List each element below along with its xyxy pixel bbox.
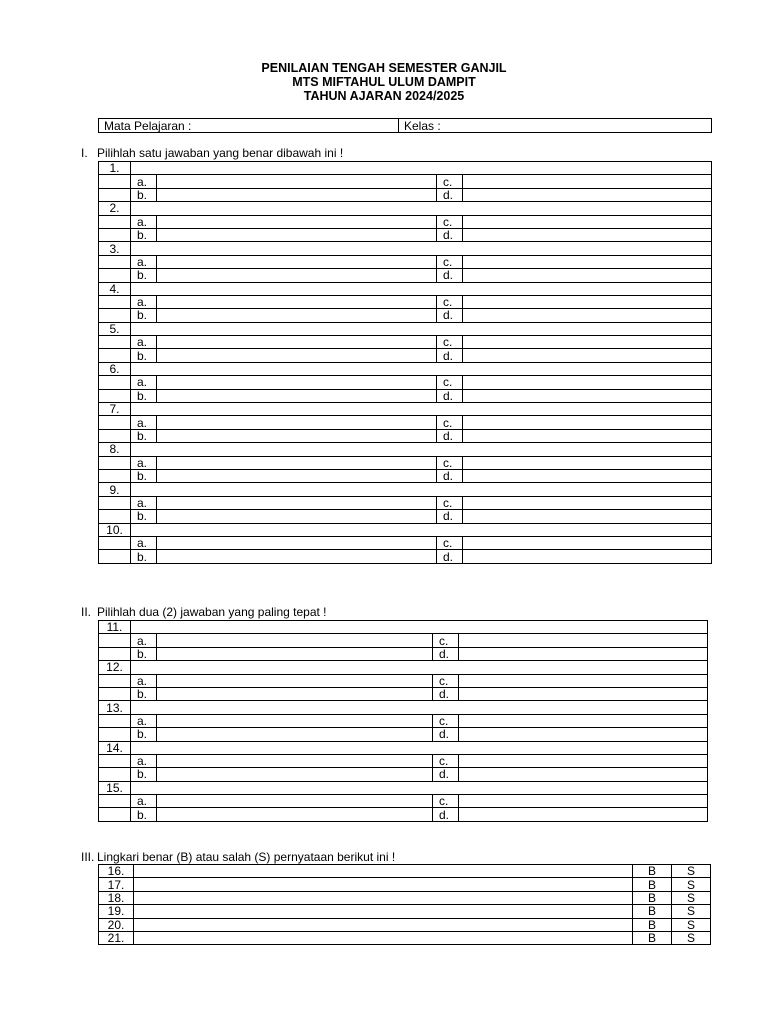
- option-c-label: c.: [437, 255, 463, 268]
- option-b-label: b.: [131, 768, 157, 781]
- option-row: [99, 255, 712, 268]
- mata-pelajaran-field[interactable]: Mata Pelajaran :: [99, 119, 399, 133]
- option-c-field[interactable]: [463, 536, 712, 549]
- salah-option[interactable]: S: [672, 865, 711, 878]
- benar-option[interactable]: B: [633, 918, 672, 931]
- option-d-field[interactable]: [463, 389, 712, 402]
- question-number: 2.: [99, 202, 131, 215]
- option-c-field[interactable]: [459, 714, 708, 727]
- option-d-label: d.: [433, 728, 459, 741]
- option-b-field[interactable]: [157, 808, 433, 821]
- question-row: [99, 282, 712, 295]
- option-spacer: [99, 469, 131, 482]
- question-row: [99, 483, 712, 496]
- question-number: 9.: [99, 483, 131, 496]
- option-a-field[interactable]: [157, 336, 437, 349]
- option-c-field[interactable]: [463, 175, 712, 188]
- option-d-label: d.: [437, 228, 463, 241]
- option-d-field[interactable]: [463, 550, 712, 563]
- option-b-label: b.: [131, 429, 157, 442]
- salah-option[interactable]: S: [672, 891, 711, 904]
- option-row: [99, 496, 712, 509]
- option-b-label: b.: [131, 510, 157, 523]
- option-row: [99, 634, 708, 647]
- option-row: [99, 376, 712, 389]
- option-a-field[interactable]: [157, 536, 437, 549]
- option-b-field[interactable]: [157, 429, 437, 442]
- kelas-field[interactable]: Kelas :: [399, 119, 712, 133]
- multiple-choice-table-1: [98, 161, 712, 564]
- option-b-label: b.: [131, 647, 157, 660]
- option-b-field[interactable]: [157, 647, 433, 660]
- question-row: [99, 701, 708, 714]
- statement-number: 19.: [99, 905, 134, 918]
- question-text-field[interactable]: [131, 443, 712, 456]
- option-a-field[interactable]: [157, 416, 437, 429]
- question-text-field[interactable]: [131, 701, 708, 714]
- option-row: [99, 389, 712, 402]
- option-a-label: a.: [131, 255, 157, 268]
- option-c-label: c.: [437, 175, 463, 188]
- option-spacer: [99, 429, 131, 442]
- option-b-label: b.: [131, 728, 157, 741]
- option-a-field[interactable]: [157, 215, 437, 228]
- question-text-field[interactable]: [131, 403, 712, 416]
- section-2-title: [81, 605, 327, 619]
- salah-option[interactable]: S: [672, 931, 711, 944]
- option-a-field[interactable]: [157, 714, 433, 727]
- option-a-field[interactable]: [157, 634, 433, 647]
- question-text-field[interactable]: [131, 523, 712, 536]
- option-d-field[interactable]: [463, 269, 712, 282]
- option-d-field[interactable]: [459, 687, 708, 700]
- question-row: [99, 741, 708, 754]
- statement-text-field[interactable]: [134, 878, 633, 891]
- option-d-label: d.: [437, 429, 463, 442]
- option-spacer: [99, 795, 131, 808]
- question-number: 12.: [99, 661, 131, 674]
- option-a-field[interactable]: [157, 754, 433, 767]
- benar-option[interactable]: B: [633, 931, 672, 944]
- document-header: [0, 61, 768, 103]
- option-d-field[interactable]: [459, 728, 708, 741]
- option-d-field[interactable]: [459, 808, 708, 821]
- option-row: [99, 536, 712, 549]
- question-row: [99, 781, 708, 794]
- option-a-label: a.: [131, 336, 157, 349]
- question-number: 5.: [99, 322, 131, 335]
- option-c-label: c.: [437, 536, 463, 549]
- option-b-label: b.: [131, 309, 157, 322]
- option-row: [99, 429, 712, 442]
- option-c-field[interactable]: [463, 336, 712, 349]
- question-row: [99, 242, 712, 255]
- option-a-label: a.: [131, 795, 157, 808]
- option-spacer: [99, 255, 131, 268]
- option-d-label: d.: [433, 647, 459, 660]
- option-row: [99, 416, 712, 429]
- option-spacer: [99, 714, 131, 727]
- question-number: 8.: [99, 443, 131, 456]
- option-c-field[interactable]: [463, 295, 712, 308]
- statement-row: [99, 865, 711, 878]
- section-1-instruction: Pilihlah satu jawaban yang benar dibawah ini !: [97, 146, 344, 160]
- option-c-field[interactable]: [459, 634, 708, 647]
- option-spacer: [99, 510, 131, 523]
- option-b-field[interactable]: [157, 389, 437, 402]
- option-spacer: [99, 376, 131, 389]
- question-row: [99, 362, 712, 375]
- option-row: [99, 269, 712, 282]
- option-spacer: [99, 336, 131, 349]
- question-text-field[interactable]: [131, 322, 712, 335]
- option-d-field[interactable]: [459, 768, 708, 781]
- option-d-label: d.: [437, 188, 463, 201]
- option-b-label: b.: [131, 269, 157, 282]
- question-number: 11.: [99, 621, 131, 634]
- option-a-field[interactable]: [157, 456, 437, 469]
- header-school: MTS MIFTAHUL ULUM DAMPIT: [292, 75, 476, 89]
- option-spacer: [99, 754, 131, 767]
- option-d-label: d.: [437, 550, 463, 563]
- option-c-label: c.: [437, 496, 463, 509]
- option-a-label: a.: [131, 754, 157, 767]
- option-a-field[interactable]: [157, 496, 437, 509]
- option-row: [99, 714, 708, 727]
- option-b-label: b.: [131, 389, 157, 402]
- option-spacer: [99, 647, 131, 660]
- option-b-field[interactable]: [157, 188, 437, 201]
- question-row: [99, 202, 712, 215]
- section-1-title: [81, 146, 343, 160]
- section-3-instruction: Lingkari benar (B) atau salah (S) pernyataan berikut ini !: [97, 850, 396, 864]
- option-a-label: a.: [131, 376, 157, 389]
- statement-row: [99, 891, 711, 904]
- question-text-field[interactable]: [131, 202, 712, 215]
- option-b-label: b.: [131, 188, 157, 201]
- option-row: [99, 808, 708, 821]
- option-a-label: a.: [131, 416, 157, 429]
- option-row: [99, 728, 708, 741]
- option-d-field[interactable]: [459, 647, 708, 660]
- option-c-field[interactable]: [463, 456, 712, 469]
- option-b-field[interactable]: [157, 728, 433, 741]
- option-row: [99, 349, 712, 362]
- option-c-field[interactable]: [463, 376, 712, 389]
- option-d-label: d.: [437, 269, 463, 282]
- option-b-field[interactable]: [157, 269, 437, 282]
- section-2-roman: II.: [81, 605, 92, 619]
- question-number: 13.: [99, 701, 131, 714]
- option-a-label: a.: [131, 536, 157, 549]
- question-number: 7.: [99, 403, 131, 416]
- option-spacer: [99, 728, 131, 741]
- statement-number: 20.: [99, 918, 134, 931]
- info-table: [98, 118, 712, 133]
- option-a-label: a.: [131, 215, 157, 228]
- option-d-field[interactable]: [463, 469, 712, 482]
- section-3-roman: III.: [81, 850, 95, 864]
- option-c-label: c.: [437, 215, 463, 228]
- option-d-field[interactable]: [463, 188, 712, 201]
- question-row: [99, 322, 712, 335]
- option-d-label: d.: [433, 687, 459, 700]
- option-a-field[interactable]: [157, 175, 437, 188]
- option-b-label: b.: [131, 349, 157, 362]
- option-c-label: c.: [437, 336, 463, 349]
- option-row: [99, 795, 708, 808]
- statement-text-field[interactable]: [134, 865, 633, 878]
- option-c-field[interactable]: [459, 795, 708, 808]
- option-b-label: b.: [131, 550, 157, 563]
- option-c-label: c.: [437, 376, 463, 389]
- option-c-label: c.: [433, 795, 459, 808]
- question-text-field[interactable]: [131, 242, 712, 255]
- benar-option[interactable]: B: [633, 905, 672, 918]
- option-c-label: c.: [433, 674, 459, 687]
- option-b-field[interactable]: [157, 687, 433, 700]
- option-a-label: a.: [131, 496, 157, 509]
- option-spacer: [99, 550, 131, 563]
- option-c-field[interactable]: [459, 674, 708, 687]
- question-number: 14.: [99, 741, 131, 754]
- option-d-label: d.: [437, 510, 463, 523]
- option-row: [99, 228, 712, 241]
- true-false-table: [98, 864, 711, 945]
- option-b-label: b.: [131, 469, 157, 482]
- option-a-label: a.: [131, 714, 157, 727]
- question-text-field[interactable]: [131, 781, 708, 794]
- option-row: [99, 768, 708, 781]
- question-number: 10.: [99, 523, 131, 536]
- option-row: [99, 647, 708, 660]
- option-row: [99, 295, 712, 308]
- option-row: [99, 550, 712, 563]
- option-a-label: a.: [131, 674, 157, 687]
- option-d-field[interactable]: [463, 349, 712, 362]
- option-d-field[interactable]: [463, 228, 712, 241]
- option-c-field[interactable]: [463, 496, 712, 509]
- option-spacer: [99, 215, 131, 228]
- statement-row: [99, 931, 711, 944]
- option-d-field[interactable]: [463, 309, 712, 322]
- statement-text-field[interactable]: [134, 891, 633, 904]
- option-b-field[interactable]: [157, 469, 437, 482]
- question-row: [99, 162, 712, 175]
- option-c-field[interactable]: [463, 215, 712, 228]
- question-number: 4.: [99, 282, 131, 295]
- statement-number: 17.: [99, 878, 134, 891]
- salah-option[interactable]: S: [672, 905, 711, 918]
- benar-option[interactable]: B: [633, 865, 672, 878]
- option-row: [99, 674, 708, 687]
- option-c-label: c.: [437, 295, 463, 308]
- option-spacer: [99, 416, 131, 429]
- question-number: 1.: [99, 162, 131, 175]
- benar-option[interactable]: B: [633, 891, 672, 904]
- option-c-field[interactable]: [463, 255, 712, 268]
- option-row: [99, 469, 712, 482]
- option-spacer: [99, 496, 131, 509]
- option-d-label: d.: [437, 389, 463, 402]
- option-spacer: [99, 309, 131, 322]
- statement-number: 16.: [99, 865, 134, 878]
- option-b-field[interactable]: [157, 349, 437, 362]
- option-a-field[interactable]: [157, 376, 437, 389]
- option-c-label: c.: [437, 456, 463, 469]
- statement-number: 18.: [99, 891, 134, 904]
- option-row: [99, 456, 712, 469]
- option-b-label: b.: [131, 808, 157, 821]
- header-title: PENILAIAN TENGAH SEMESTER GANJIL: [261, 61, 507, 75]
- option-row: [99, 309, 712, 322]
- option-row: [99, 175, 712, 188]
- option-d-label: d.: [437, 309, 463, 322]
- option-d-field[interactable]: [463, 429, 712, 442]
- statement-text-field[interactable]: [134, 905, 633, 918]
- option-a-field[interactable]: [157, 295, 437, 308]
- statement-row: [99, 905, 711, 918]
- option-b-field[interactable]: [157, 768, 433, 781]
- statement-row: [99, 878, 711, 891]
- question-text-field[interactable]: [131, 661, 708, 674]
- statement-row: [99, 918, 711, 931]
- option-b-field[interactable]: [157, 228, 437, 241]
- option-b-field[interactable]: [157, 510, 437, 523]
- section-1-roman: I.: [81, 146, 88, 160]
- option-c-field[interactable]: [459, 754, 708, 767]
- option-b-label: b.: [131, 687, 157, 700]
- option-d-label: d.: [433, 808, 459, 821]
- option-c-label: c.: [433, 714, 459, 727]
- question-text-field[interactable]: [131, 162, 712, 175]
- option-c-label: c.: [433, 634, 459, 647]
- section-3-title: [81, 850, 395, 864]
- question-text-field[interactable]: [131, 483, 712, 496]
- option-a-label: a.: [131, 456, 157, 469]
- question-row: [99, 523, 712, 536]
- salah-option[interactable]: S: [672, 878, 711, 891]
- option-row: [99, 754, 708, 767]
- option-spacer: [99, 188, 131, 201]
- option-a-label: a.: [131, 634, 157, 647]
- question-text-field[interactable]: [131, 362, 712, 375]
- option-spacer: [99, 295, 131, 308]
- option-spacer: [99, 808, 131, 821]
- option-b-field[interactable]: [157, 309, 437, 322]
- option-spacer: [99, 634, 131, 647]
- option-spacer: [99, 674, 131, 687]
- option-row: [99, 188, 712, 201]
- option-c-field[interactable]: [463, 416, 712, 429]
- option-a-field[interactable]: [157, 255, 437, 268]
- option-c-label: c.: [433, 754, 459, 767]
- option-d-label: d.: [437, 349, 463, 362]
- option-spacer: [99, 269, 131, 282]
- option-d-label: d.: [433, 768, 459, 781]
- option-row: [99, 336, 712, 349]
- salah-option[interactable]: S: [672, 918, 711, 931]
- option-b-field[interactable]: [157, 550, 437, 563]
- option-spacer: [99, 349, 131, 362]
- option-spacer: [99, 687, 131, 700]
- option-d-field[interactable]: [463, 510, 712, 523]
- question-text-field[interactable]: [131, 741, 708, 754]
- option-a-field[interactable]: [157, 795, 433, 808]
- question-number: 3.: [99, 242, 131, 255]
- section-2-instruction: Pilihlah dua (2) jawaban yang paling tepat !: [97, 605, 327, 619]
- question-row: [99, 443, 712, 456]
- option-spacer: [99, 389, 131, 402]
- option-c-label: c.: [437, 416, 463, 429]
- benar-option[interactable]: B: [633, 878, 672, 891]
- option-row: [99, 510, 712, 523]
- option-a-field[interactable]: [157, 674, 433, 687]
- question-row: [99, 621, 708, 634]
- multiple-choice-table-2: [98, 620, 708, 822]
- question-text-field[interactable]: [131, 621, 708, 634]
- question-number: 15.: [99, 781, 131, 794]
- statement-text-field[interactable]: [134, 918, 633, 931]
- option-row: [99, 215, 712, 228]
- option-a-label: a.: [131, 295, 157, 308]
- option-spacer: [99, 768, 131, 781]
- option-row: [99, 687, 708, 700]
- question-row: [99, 403, 712, 416]
- option-spacer: [99, 228, 131, 241]
- header-year: TAHUN AJARAN 2024/2025: [303, 89, 465, 103]
- option-spacer: [99, 456, 131, 469]
- option-a-label: a.: [131, 175, 157, 188]
- question-row: [99, 661, 708, 674]
- statement-number: 21.: [99, 931, 134, 944]
- option-spacer: [99, 175, 131, 188]
- option-spacer: [99, 536, 131, 549]
- question-text-field[interactable]: [131, 282, 712, 295]
- statement-text-field[interactable]: [134, 931, 633, 944]
- option-b-label: b.: [131, 228, 157, 241]
- question-number: 6.: [99, 362, 131, 375]
- option-d-label: d.: [437, 469, 463, 482]
